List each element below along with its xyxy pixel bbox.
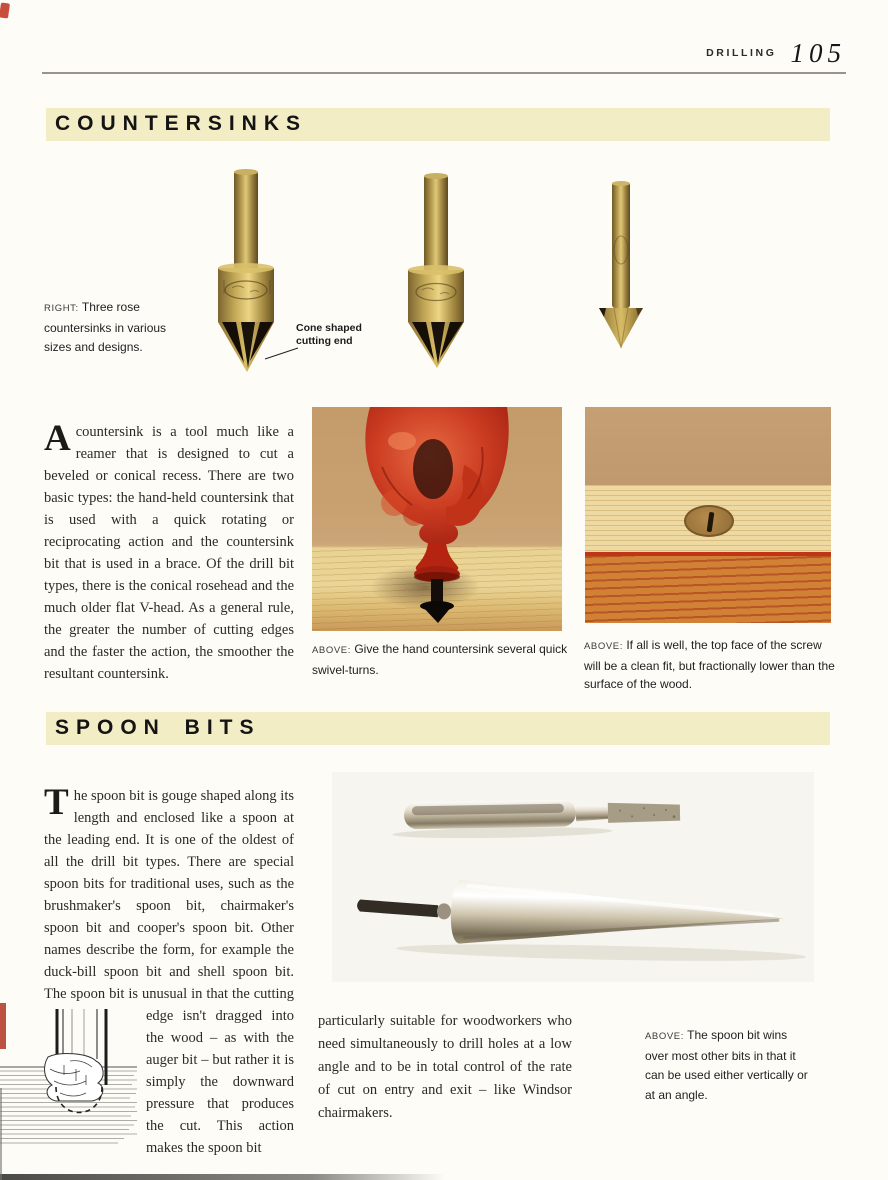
spoon-bit-small bbox=[392, 798, 681, 840]
screw-slot bbox=[707, 512, 714, 532]
photo2-background-band bbox=[585, 407, 831, 485]
header-rule bbox=[42, 72, 846, 74]
photo1-caption bbox=[312, 640, 574, 679]
section-heading-spoon-bits: SPOON BITS bbox=[55, 716, 261, 739]
countersink-bit-medium-figure bbox=[402, 172, 470, 370]
caption-text: Give the hand countersink several quick swivel-turns. bbox=[312, 642, 568, 677]
countersink-bit-slim-figure bbox=[595, 180, 647, 352]
section-heading-countersinks: COUNTERSINKS bbox=[55, 112, 308, 135]
running-header bbox=[42, 38, 846, 69]
countersunk-screw bbox=[684, 505, 734, 537]
spoon-bits-illustration bbox=[332, 772, 814, 982]
paragraph-text-after-figure: edge isn't dragged into the wood – as with the auger bit – but rather it is simply the downward pressure that produces the cut. This action makes the spoon bit bbox=[146, 1007, 294, 1156]
running-header-section: DRILLING bbox=[706, 47, 777, 59]
caption-lead: RIGHT: bbox=[44, 303, 79, 314]
caption-text: Three rose countersinks in various sizes and designs. bbox=[44, 300, 167, 354]
section-band-countersinks bbox=[46, 108, 830, 141]
spoon-photo-caption bbox=[645, 1026, 809, 1105]
photo2-grain-wood bbox=[585, 552, 831, 623]
scan-artifact-left-edge bbox=[0, 1088, 2, 1180]
caption-lead: ABOVE: bbox=[645, 1031, 684, 1042]
scan-artifact-red-mark-top bbox=[0, 2, 10, 18]
hand-and-tool-illustration bbox=[312, 407, 562, 631]
spoon-bits-photo bbox=[332, 772, 814, 982]
spoon-bit-diagram bbox=[44, 1009, 140, 1159]
scan-artifact-bottom-edge bbox=[0, 1174, 445, 1180]
callout-cone-cutting-end: Cone shaped cutting end bbox=[296, 322, 362, 347]
caption-lead: ABOVE: bbox=[312, 645, 351, 656]
section-band-spoon-bits bbox=[46, 712, 830, 745]
drop-cap: T bbox=[44, 781, 69, 823]
countersinks-figure-caption bbox=[44, 298, 186, 358]
paragraph-text-before-figure: he spoon bit is gouge shaped along its length and enclosed like a spoon at the leading end. It is one of the oldest of all the drill bit types. There are special spoon bits for traditional uses, such as the brushmaker's spoon bit, chairmaker's spoon bit and cooper's spoon bit. Other names describe the form, for example the duck-bill spoon bit and shell spoon bit. The spoon bit is unusual in that the cutting bbox=[44, 787, 294, 1002]
spoon-bits-paragraph bbox=[44, 781, 294, 1159]
scan-artifact-red-mark-left bbox=[0, 1003, 6, 1049]
hand-countersink-photo bbox=[312, 407, 562, 631]
screw-in-wood-photo bbox=[585, 407, 831, 623]
caption-lead: ABOVE: bbox=[584, 641, 623, 652]
callout-pointer-line bbox=[262, 344, 300, 362]
caption-text: If all is well, the top face of the screw will be a clean fit, but fractionally lower than the surface of the wood. bbox=[584, 638, 835, 691]
page-number: 105 bbox=[790, 38, 846, 68]
caption-text: The spoon bit wins over most other bits in that it can be used either vertically or at an angle. bbox=[645, 1028, 808, 1102]
photo2-caption bbox=[584, 636, 840, 694]
drop-cap: A bbox=[44, 417, 71, 459]
spoon-bits-continuation-paragraph: particularly suitable for woodworkers who need simultaneously to drill holes at a low angle and to be in total control of the rate of cut on entry and exit – like Windsor chairmakers. bbox=[318, 1012, 572, 1121]
spoon-bit-large bbox=[356, 878, 808, 964]
spoon-bit-cross-section-drawing bbox=[0, 1009, 140, 1159]
countersinks-paragraph bbox=[44, 417, 294, 685]
paragraph-text: countersink is a tool much like a reamer that is designed to cut a beveled or conical recess. There are two basic types: the hand-held countersink that is used with a quick rotating or reciprocating action and the countersink bit that is used in a brace. Of the drill bit types, there is the conical rosehead and the much older flat V-head. As a general rule, the greater the number of cutting edges and the faster the action, the smoother the resultant countersink. bbox=[44, 423, 294, 682]
